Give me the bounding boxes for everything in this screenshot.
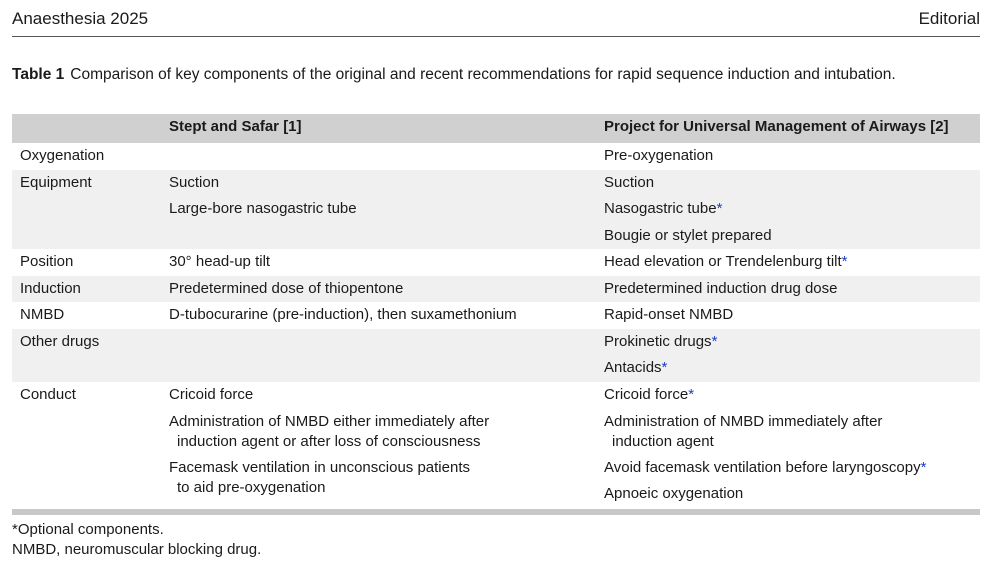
table-cell: Large-bore nasogastric tube <box>169 200 357 217</box>
table-cell: 30° head-up tilt <box>169 253 271 270</box>
table-cell <box>604 412 984 452</box>
cell-text: Avoid facemask ventilation before laryngoscopy <box>604 459 921 476</box>
comparison-table <box>12 114 980 500</box>
table-cell: Pre-oxygenation <box>604 147 714 164</box>
cell-text: Administration of NMBD immediately after <box>604 413 883 430</box>
table-row-equipment <box>12 170 980 250</box>
table-cell <box>604 386 694 403</box>
table-row-induction <box>12 276 980 303</box>
table-row-conduct <box>12 382 980 501</box>
table-cell <box>604 333 717 350</box>
table-cell: Predetermined dose of thiopentone <box>169 279 404 297</box>
table-row-oxygenation <box>12 143 980 170</box>
optional-star: * <box>688 385 695 403</box>
table-cell: Bougie or stylet prepared <box>604 226 772 244</box>
cell-text: Antacids <box>604 359 662 376</box>
row-label: Conduct <box>20 385 76 403</box>
optional-star: * <box>661 359 668 376</box>
table-cell <box>169 412 549 452</box>
table-cell: Suction <box>604 173 655 191</box>
cell-text: Prokinetic drugs <box>604 332 712 350</box>
column-header-stept-safar: Stept and Safar [1] <box>169 118 302 135</box>
cell-text: Administration of NMBD either immediately after <box>169 413 490 430</box>
row-label: NMBD <box>20 306 65 323</box>
table-row-nmbd <box>12 302 980 329</box>
cell-text: Facemask ventilation in unconscious patients <box>169 459 470 476</box>
optional-star: * <box>841 253 848 270</box>
cell-text: Head elevation or Trendelenburg tilt <box>604 253 842 270</box>
table-cell <box>604 359 667 376</box>
footnote-optional: *Optional components. <box>12 521 164 538</box>
footnote-abbreviation: NMBD, neuromuscular blocking drug. <box>12 541 262 558</box>
row-label: Induction <box>20 279 81 297</box>
table-caption <box>12 64 980 85</box>
table-bottom-rule <box>12 509 980 515</box>
table-header <box>12 114 980 143</box>
optional-star: * <box>716 200 723 217</box>
cell-text: Nasogastric tube <box>604 200 717 217</box>
running-header <box>12 8 980 37</box>
table-cell <box>604 458 984 504</box>
section-name: Editorial <box>918 9 980 28</box>
table-cell <box>604 200 722 217</box>
table-cell <box>604 253 848 270</box>
row-label: Equipment <box>20 173 92 191</box>
caption-text: Comparison of key components of the original and recent recommendations for rapid sequence induction and intubation. <box>70 66 896 83</box>
row-label: Oxygenation <box>20 147 105 164</box>
table-cell: Rapid-onset NMBD <box>604 306 734 323</box>
cell-text: Apnoeic oxygenation <box>604 485 744 502</box>
table-cell: Suction <box>169 173 220 191</box>
cell-text-continued: to aid pre-oxygenation <box>177 479 326 496</box>
table-label: Table 1 <box>12 66 65 83</box>
table-cell: Predetermined induction drug dose <box>604 279 838 297</box>
table-row-position <box>12 249 980 276</box>
table-cell: Cricoid force <box>169 385 254 403</box>
cell-text: Cricoid force <box>604 385 689 403</box>
table-cell <box>169 458 549 498</box>
row-label: Position <box>20 253 74 270</box>
table-footnotes <box>12 520 261 560</box>
cell-text-continued: induction agent or after loss of consciousness <box>177 433 481 450</box>
column-header-puma: Project for Universal Management of Airways [2] <box>604 118 949 135</box>
journal-name: Anaesthesia 2025 <box>12 9 149 28</box>
table-cell: D-tubocurarine (pre-induction), then suxamethonium <box>169 306 517 323</box>
optional-star: * <box>711 332 718 350</box>
table-row-other-drugs <box>12 329 980 382</box>
cell-text-continued: induction agent <box>612 433 714 450</box>
optional-star: * <box>920 459 927 476</box>
row-label: Other drugs <box>20 332 100 350</box>
